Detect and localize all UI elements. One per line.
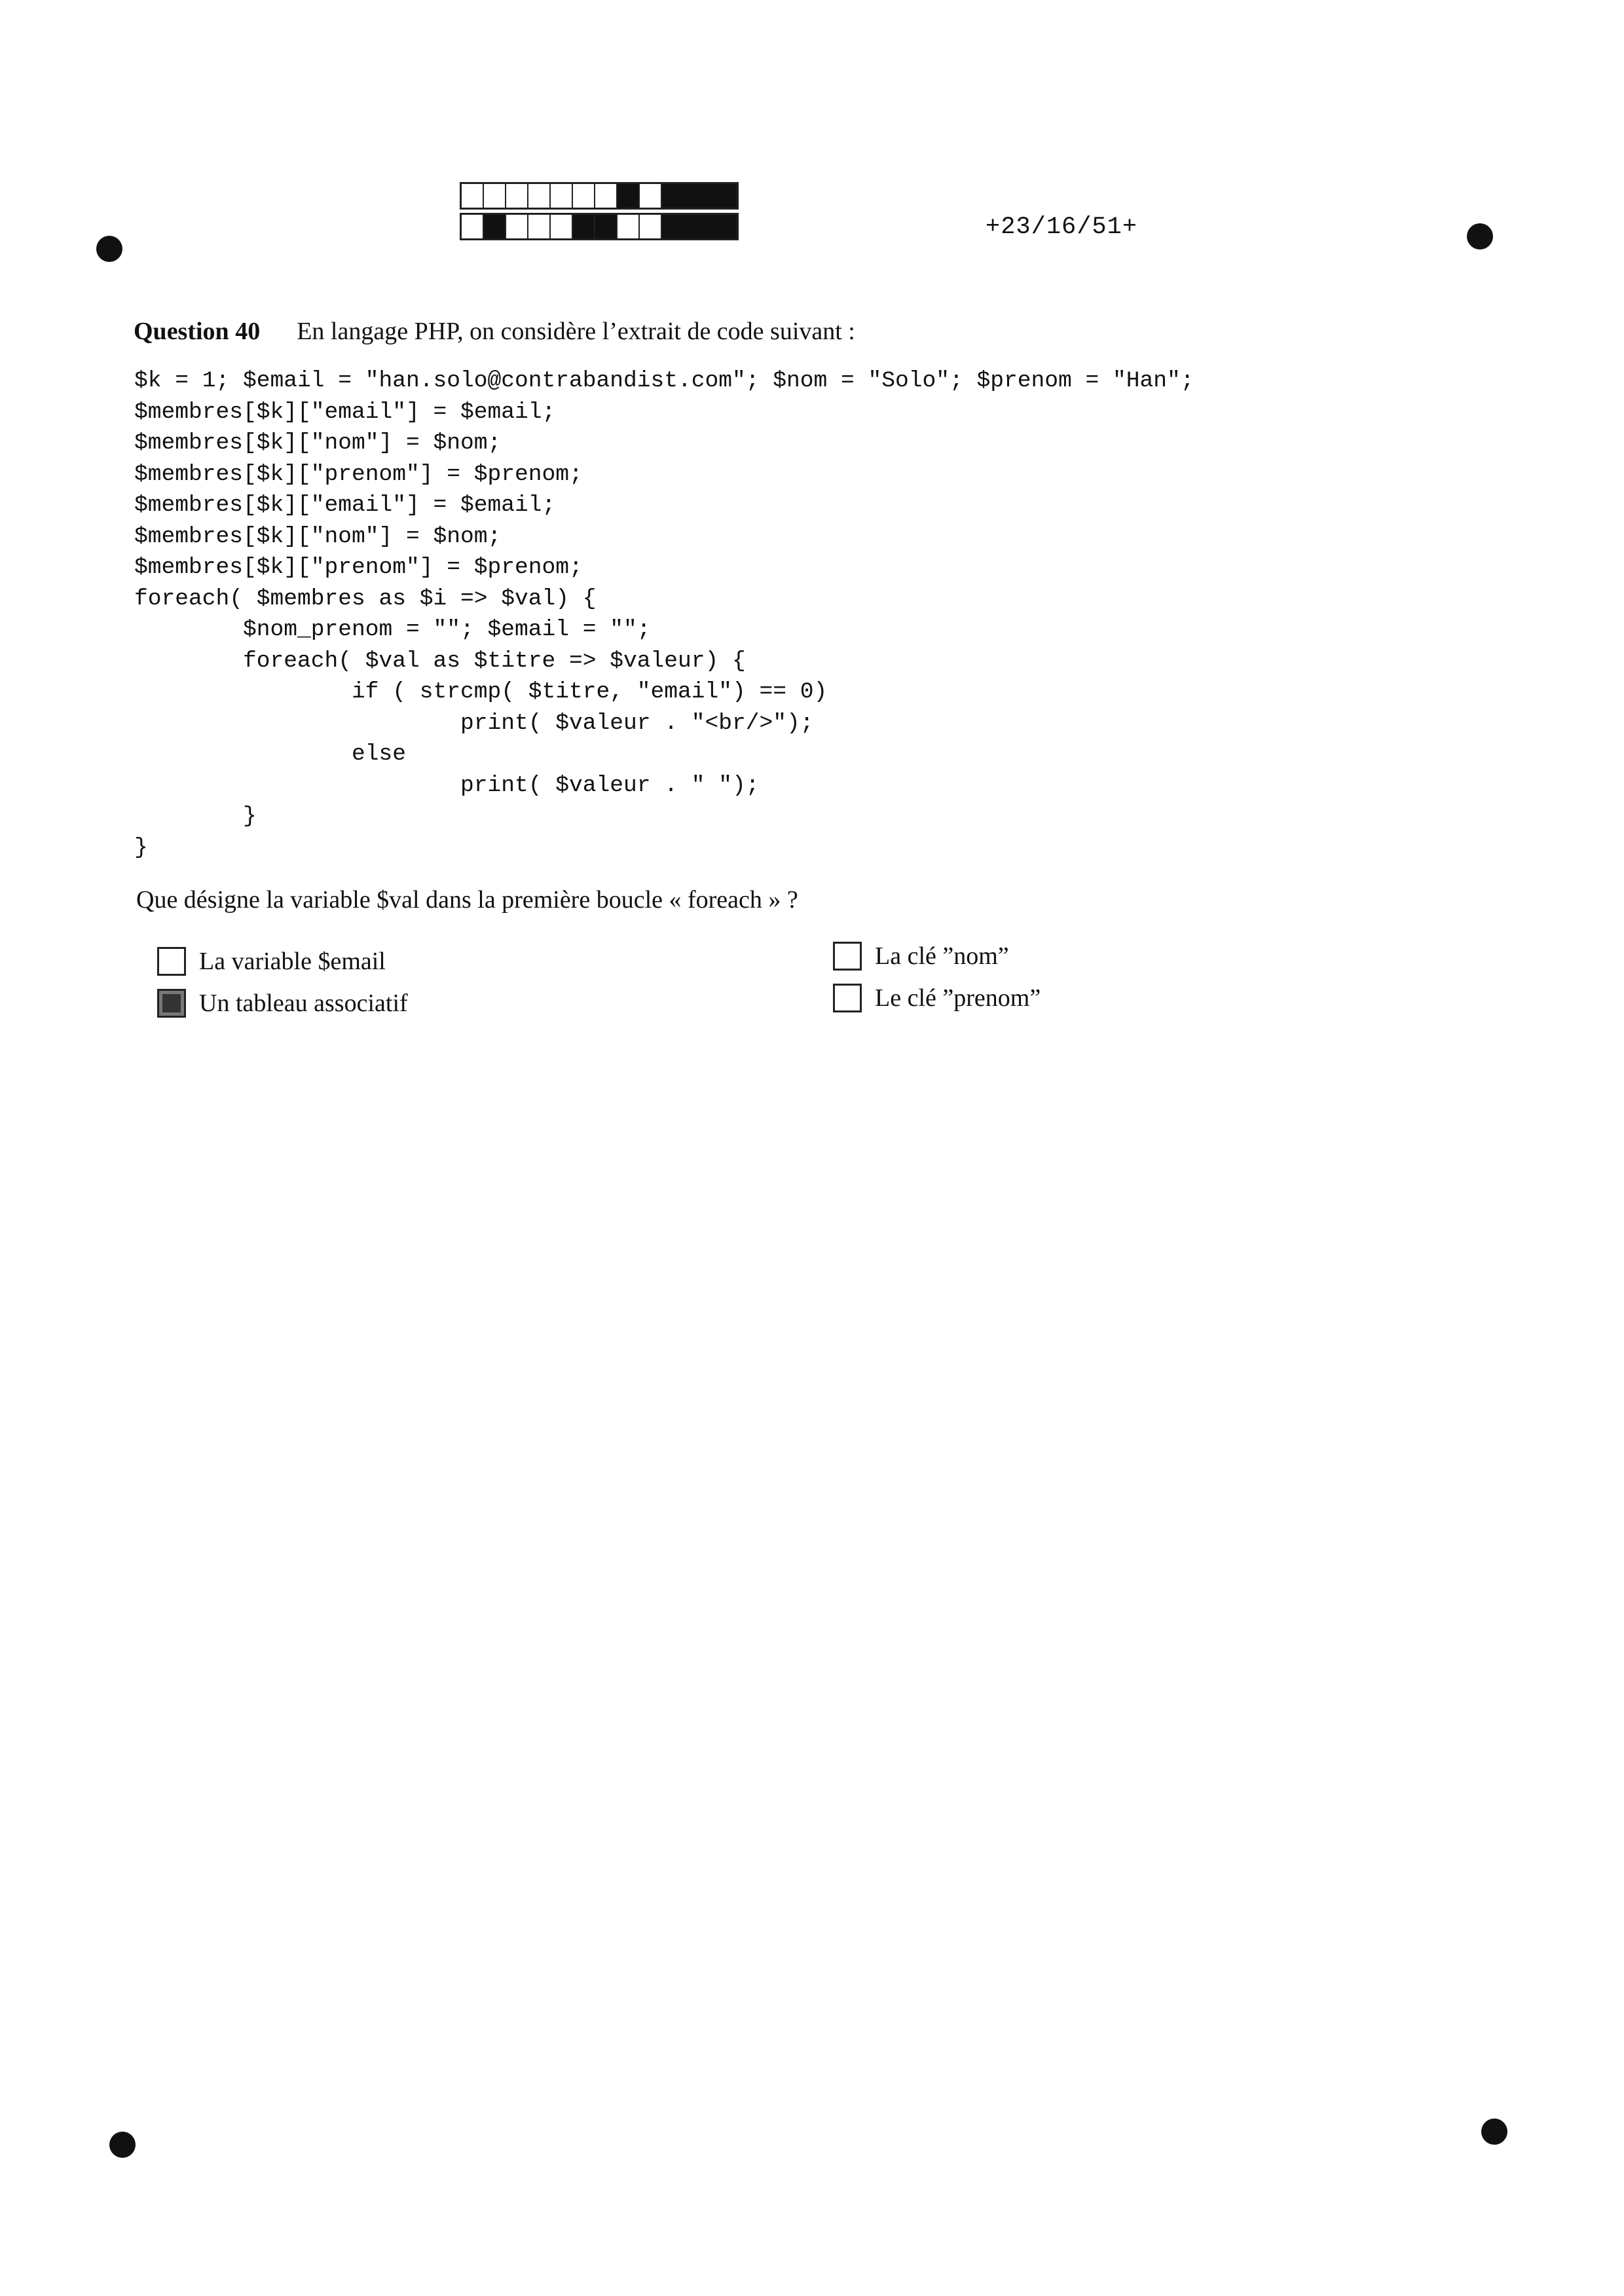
answer-option-2[interactable] bbox=[157, 989, 408, 1018]
id-cell bbox=[573, 184, 595, 208]
id-cell bbox=[662, 184, 737, 208]
id-cell bbox=[528, 215, 551, 238]
code-line: foreach( $val as $titre => $valeur) { bbox=[134, 648, 746, 674]
question-intro: En langage PHP, on considère l’extrait de code suivant : bbox=[297, 318, 855, 345]
code-line: if ( strcmp( $titre, "email") == 0) bbox=[134, 679, 828, 705]
answer-checkbox[interactable] bbox=[833, 942, 862, 971]
id-cell bbox=[640, 215, 662, 238]
page-code: +23/16/51+ bbox=[986, 213, 1138, 241]
answer-label: La variable $email bbox=[199, 948, 386, 975]
registration-mark-bottom-right bbox=[1481, 2119, 1507, 2145]
answer-checkbox[interactable] bbox=[157, 989, 186, 1018]
code-snippet bbox=[134, 365, 1194, 863]
question-header bbox=[134, 317, 855, 346]
code-line: $membres[$k]["email"] = $email; bbox=[134, 399, 556, 425]
code-line: $k = 1; $email = "han.solo@contrabandist.com"; $nom = "Solo"; $prenom = "Han"; bbox=[134, 368, 1194, 394]
id-cell bbox=[640, 184, 662, 208]
code-line: $membres[$k]["email"] = $email; bbox=[134, 492, 556, 518]
registration-mark-bottom-left bbox=[109, 2132, 136, 2158]
code-line: } bbox=[134, 804, 257, 829]
answer-checkbox[interactable] bbox=[833, 984, 862, 1012]
code-line: print( $valeur . "<br/>"); bbox=[134, 710, 814, 736]
id-cell bbox=[595, 215, 618, 238]
id-cell bbox=[662, 215, 737, 238]
answer-label: Un tableau associatif bbox=[199, 990, 408, 1017]
id-cell bbox=[551, 184, 573, 208]
answer-option-1[interactable] bbox=[157, 947, 386, 976]
code-line: $nom_prenom = ""; $email = ""; bbox=[134, 617, 651, 642]
registration-mark-top-right bbox=[1467, 223, 1493, 250]
answer-checkbox[interactable] bbox=[157, 947, 186, 976]
id-cell bbox=[506, 215, 528, 238]
code-line: $membres[$k]["nom"] = $nom; bbox=[134, 523, 502, 549]
question-prompt: Que désigne la variable $val dans la première boucle « foreach » ? bbox=[136, 886, 798, 914]
answer-option-3[interactable] bbox=[833, 942, 1009, 971]
code-line: else bbox=[134, 741, 407, 767]
id-cell bbox=[595, 184, 618, 208]
code-line: $membres[$k]["nom"] = $nom; bbox=[134, 430, 502, 456]
code-line: print( $valeur . " "); bbox=[134, 772, 760, 798]
id-cell bbox=[573, 215, 595, 238]
question-number: Question 40 bbox=[134, 318, 261, 345]
code-line: $membres[$k]["prenom"] = $prenom; bbox=[134, 461, 583, 487]
id-cell bbox=[484, 184, 506, 208]
student-id-grid-row-1 bbox=[460, 182, 739, 210]
id-cell bbox=[618, 184, 640, 208]
id-cell bbox=[506, 184, 528, 208]
code-line: } bbox=[134, 834, 148, 861]
student-id-grid-row-2 bbox=[460, 213, 739, 240]
id-cell bbox=[551, 215, 573, 238]
answer-option-4[interactable] bbox=[833, 984, 1041, 1012]
code-line: foreach( $membres as $i => $val) { bbox=[134, 585, 597, 612]
id-cell bbox=[462, 184, 484, 208]
answer-label: Le clé ”prenom” bbox=[875, 984, 1041, 1012]
code-line: $membres[$k]["prenom"] = $prenom; bbox=[134, 555, 583, 580]
id-cell bbox=[618, 215, 640, 238]
id-cell bbox=[528, 184, 551, 208]
answer-label: La clé ”nom” bbox=[875, 942, 1009, 970]
registration-mark-top-left bbox=[96, 236, 122, 262]
id-cell bbox=[462, 215, 484, 238]
id-cell bbox=[484, 215, 506, 238]
